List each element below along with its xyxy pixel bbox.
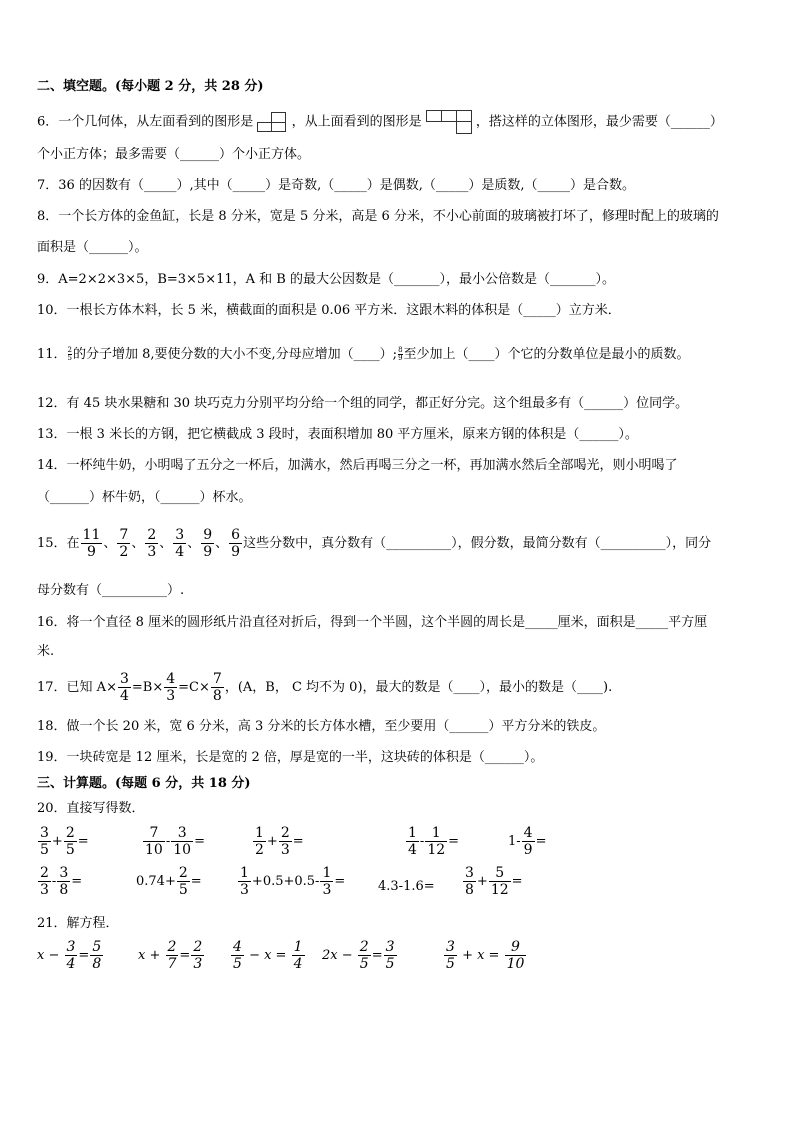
q17-part1: 17．已知 A× [37, 680, 117, 695]
question-21: 21．解方程． [37, 916, 119, 931]
top-view-figure [426, 110, 472, 134]
calc-1-5: 1- $\frac{4}{9}$ = [508, 825, 547, 858]
q6-text-a: 6．一个几何体，从左面看到的图形是 [37, 114, 254, 130]
q6-text-d: 个小正方体；最多需要（______）个小正方体。 [37, 147, 311, 162]
question-16a: 16．将一个直径 8 厘米的圆形纸片沿直径对折后，得到一个半圆，这个半圆的周长是_____厘米，面积是_____平方厘 [37, 615, 708, 630]
question-18: 18．做一个长 20 米，宽 6 分米，高 3 分米的长方体水槽，至少要用（______）平方分米的铁皮。 [37, 719, 606, 734]
q6-text-c: ，搭这样的立体图形，最少需要（______） [475, 114, 723, 130]
question-16b: 米. [37, 644, 55, 659]
equation-3: $\frac{4}{5}$ − x = $\frac{1}{4}$ [233, 939, 303, 972]
q15-separator: 、 [187, 536, 201, 551]
calc-1-2: $\frac{7}{10}$ - $\frac{3}{10}$ = [145, 825, 205, 858]
q15-fraction: $\frac{2}{3}$ [147, 527, 157, 560]
q17-part2: =B× [131, 680, 164, 695]
q11-prefix: 11． [37, 347, 67, 362]
q17-part4: ，(A，B， C 均不为 0)，最大的数是（____），最小的数是（____). [224, 680, 613, 695]
equation-1: x − $\frac{3}{4}$ = $\frac{5}{8}$ [37, 939, 102, 972]
q15-separator: 、 [103, 536, 117, 551]
q11-fraction-2: $\frac{8}{9}$ [398, 346, 403, 362]
q6-text-b: ，从上面看到的图形是 [291, 114, 422, 130]
q11-end: 至少加上（____）个它的分数单位是最小的质数。 [403, 347, 690, 362]
calc-1-4: $\frac{1}{4}$ - $\frac{1}{12}$ = [408, 825, 460, 858]
q15-fraction: $\frac{7}{2}$ [119, 527, 129, 560]
calc-2-1: $\frac{2}{3}$ - $\frac{3}{8}$ = [40, 865, 83, 898]
question-20: 20．直接写得数． [37, 801, 145, 816]
left-view-figure [257, 112, 287, 132]
q17-part3: =C× [178, 680, 210, 695]
q15-separator: 、 [215, 536, 229, 551]
question-7: 7．36 的因数有（_____）,其中（_____）是奇数,（_____）是偶数,（_____）是质数,（_____）是合数。 [37, 178, 635, 193]
calc-2-2: 0.74+ $\frac{2}{5}$ = [136, 865, 202, 898]
q15-fraction: $\frac{11}{9}$ [82, 527, 101, 560]
question-13: 13．一根 3 米长的方钢，把它横截成 3 段时，表面积增加 80 平方厘米，原来方钢的体积是（______）。 [37, 427, 638, 442]
question-19: 19．一块砖宽是 12 厘米，长是宽的 2 倍，厚是宽的一半，这块砖的体积是（______）。 [37, 750, 544, 765]
question-12: 12．有 45 块水果糖和 30 块巧克力分别平均分给一个组的同学，都正好分完。这个组最多有（______）位同学。 [37, 396, 689, 411]
q15-rest: 这些分数中，真分数有（__________），假分数，最简分数有（__________），同分 [243, 536, 712, 551]
q11-mid: 的分子增加 8,要使分数的大小不变,分母应增加（____）; [73, 347, 398, 362]
question-14a: 14．一杯纯牛奶，小明喝了五分之一杯后，加满水，然后再喝三分之一杯，再加满水然后全部喝光，则小明喝了 [37, 458, 678, 473]
question-6 [37, 110, 723, 134]
q11-fraction-1: $\frac{2}{5}$ [67, 346, 73, 362]
question-15b: 母分数有（__________）. [37, 583, 185, 598]
question-8b: 面积是（______）。 [37, 240, 148, 255]
q15-prefix: 15．在 [37, 536, 80, 551]
calc-2-5: $\frac{3}{8}$ + $\frac{5}{12}$ = [465, 865, 523, 898]
question-17 [37, 668, 612, 708]
question-10: 10．一根长方体木料，长 5 米，横截面的面积是 0.06 平方米．这跟木料的体积是（_____）立方米． [37, 303, 621, 318]
q15-fraction: $\frac{9}{9}$ [203, 527, 213, 560]
q15-fraction-list [80, 527, 244, 560]
q15-fraction: $\frac{6}{9}$ [231, 527, 241, 560]
question-8a: 8．一个长方体的金鱼缸，长是 8 分米，宽是 5 分米，高是 6 分米，不小心前面的玻璃被打坏了，修理时配上的玻璃的 [37, 209, 719, 224]
calc-1-1: $\frac{3}{5}$ + $\frac{2}{5}$ = [40, 825, 89, 858]
question-11 [37, 346, 690, 364]
equation-4: 2x − $\frac{2}{5}$ = $\frac{3}{5}$ [322, 939, 395, 972]
section3-title: 三、计算题。(每题 6 分，共 18 分) [37, 776, 251, 791]
calc-2-3: $\frac{1}{3}$ +0.5+0.5- $\frac{1}{3}$ = [240, 865, 346, 898]
calc-2-4: 4.3-1.6= [378, 879, 435, 894]
q15-fraction: $\frac{3}{4}$ [175, 527, 185, 560]
calc-1-3: $\frac{1}{2}$ + $\frac{2}{3}$ = [255, 825, 304, 858]
q17-fraction-b: $\frac{4}{3}$ [166, 671, 176, 704]
question-15 [37, 522, 711, 566]
q15-separator: 、 [131, 536, 145, 551]
q17-fraction-c: $\frac{7}{8}$ [212, 671, 222, 704]
q15-separator: 、 [159, 536, 173, 551]
question-14b: （______）杯牛奶，（______）杯水。 [37, 490, 252, 505]
equation-2: x + $\frac{2}{7}$ = $\frac{2}{3}$ [138, 939, 203, 972]
question-9: 9．A=2×2×3×5，B=3×5×11，A 和 B 的最大公因数是（_______），最小公倍数是（_______）。 [37, 272, 615, 287]
q17-fraction-a: $\frac{3}{4}$ [119, 671, 129, 704]
section2-title: 二、填空题。(每小题 2 分，共 28 分) [37, 79, 264, 94]
equation-5: $\frac{3}{5}$ + x = $\frac{9}{10}$ [446, 939, 525, 972]
